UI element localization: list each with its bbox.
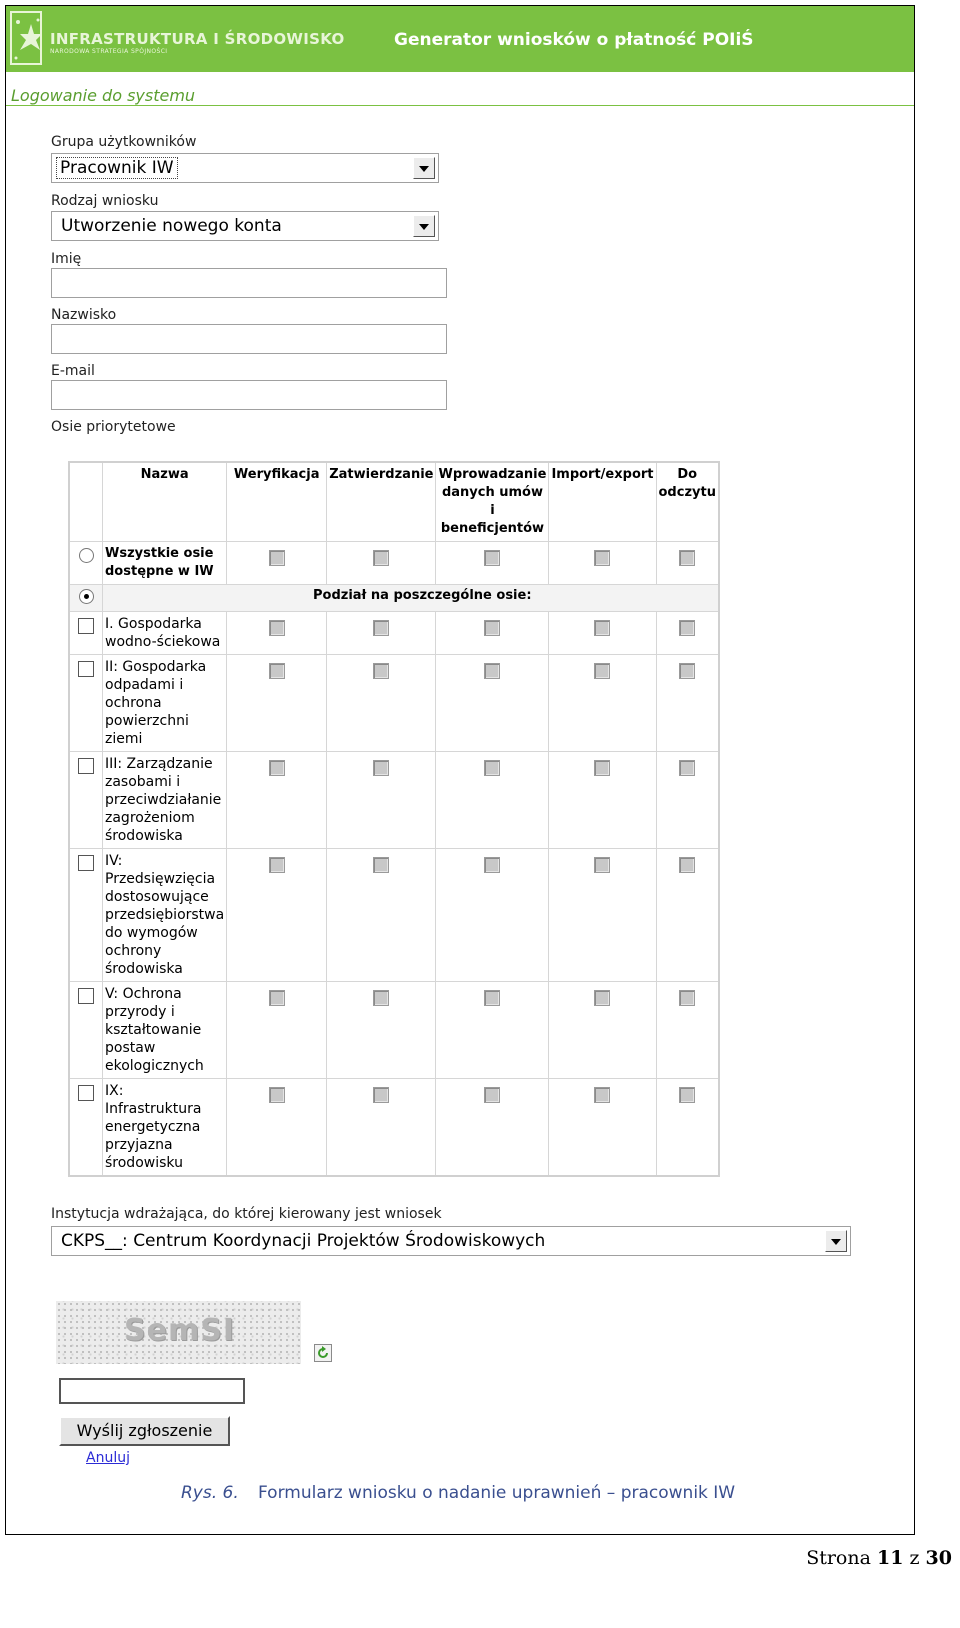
type-select-value: Utworzenie nowego konta: [61, 216, 282, 236]
group-label: Grupa użytkowników: [51, 134, 197, 150]
checkbox-disabled[interactable]: [484, 620, 500, 636]
checkbox-disabled[interactable]: [484, 857, 500, 873]
figure-caption: Formularz wniosku o nadanie uprawnień – pracownik IW: [258, 1483, 736, 1503]
app-title: Generator wniosków o płatność POIiŚ: [394, 30, 754, 50]
split-axes-radio[interactable]: [79, 589, 94, 604]
checkbox-disabled[interactable]: [373, 1087, 389, 1103]
axis-checkbox[interactable]: [78, 618, 94, 634]
axis-name: IX: Infrastruktura energetyczna przyjazna środowisku: [103, 1079, 227, 1177]
email-input[interactable]: [51, 380, 447, 410]
checkbox-disabled[interactable]: [594, 663, 610, 679]
checkbox-disabled[interactable]: [679, 550, 695, 566]
checkbox-disabled[interactable]: [373, 760, 389, 776]
col-header-approval: Zatwierdzanie: [327, 462, 436, 542]
chevron-down-icon[interactable]: [413, 157, 435, 179]
axis-checkbox[interactable]: [78, 988, 94, 1004]
type-select[interactable]: [51, 211, 439, 241]
axis-checkbox[interactable]: [78, 758, 94, 774]
table-row: [69, 1079, 719, 1177]
checkbox-disabled[interactable]: [373, 990, 389, 1006]
header-bar: [6, 6, 914, 72]
table-row-split: [69, 585, 719, 612]
table-row: [69, 752, 719, 849]
submit-button[interactable]: Wyślij zgłoszenie: [59, 1416, 230, 1446]
page-sep: z: [909, 1547, 920, 1569]
last-name-label: Nazwisko: [51, 307, 117, 323]
checkbox-disabled[interactable]: [679, 1087, 695, 1103]
checkbox-disabled[interactable]: [269, 620, 285, 636]
logo-title: INFRASTRUKTURA I ŚRODOWISKO: [50, 30, 345, 48]
checkbox-disabled[interactable]: [373, 857, 389, 873]
cancel-link[interactable]: Anuluj: [86, 1450, 130, 1466]
institution-label: Instytucja wdrażająca, do której kierowany jest wniosek: [51, 1206, 442, 1222]
table-row: [69, 612, 719, 655]
checkbox-disabled[interactable]: [373, 620, 389, 636]
page-prefix: Strona: [806, 1547, 871, 1569]
axis-checkbox[interactable]: [78, 1085, 94, 1101]
checkbox-disabled[interactable]: [484, 663, 500, 679]
axis-name: II: Gospodarka odpadami i ochrona powierzchni ziemi: [103, 655, 227, 752]
axes-table: [68, 461, 720, 1177]
checkbox-disabled[interactable]: [594, 1087, 610, 1103]
table-row: [69, 655, 719, 752]
col-header-import-export: Import/export: [549, 462, 656, 542]
captcha-image: [56, 1301, 301, 1364]
type-label: Rodzaj wniosku: [51, 193, 159, 209]
first-name-input[interactable]: [51, 268, 447, 298]
col-header-data-entry: Wprowadzanie danych umów i beneficjentów: [436, 462, 549, 542]
email-label: E-mail: [51, 363, 95, 379]
chevron-down-icon[interactable]: [825, 1230, 847, 1252]
table-header-row: [69, 462, 719, 542]
split-label: Podział na poszczególne osie:: [103, 585, 719, 612]
checkbox-disabled[interactable]: [484, 990, 500, 1006]
checkbox-disabled[interactable]: [679, 663, 695, 679]
figure-number: Rys. 6.: [181, 1483, 239, 1503]
checkbox-disabled[interactable]: [594, 990, 610, 1006]
last-name-input[interactable]: [51, 324, 447, 354]
axis-name: I. Gospodarka wodno-ściekowa: [103, 612, 227, 655]
checkbox-disabled[interactable]: [269, 663, 285, 679]
axis-checkbox[interactable]: [78, 661, 94, 677]
captcha-text: SemSI: [124, 1313, 235, 1348]
page-total: 30: [925, 1547, 952, 1569]
axis-checkbox[interactable]: [78, 855, 94, 871]
col-header-verification: Weryfikacja: [227, 462, 327, 542]
page-current: 11: [876, 1547, 904, 1569]
logo-star-icon: [10, 10, 48, 66]
checkbox-disabled[interactable]: [373, 550, 389, 566]
checkbox-disabled[interactable]: [679, 760, 695, 776]
section-divider: [6, 105, 914, 106]
axis-name: V: Ochrona przyrody i kształtowanie postaw ekologicznych: [103, 982, 227, 1079]
checkbox-disabled[interactable]: [484, 760, 500, 776]
chevron-down-icon[interactable]: [413, 215, 435, 237]
table-row: [69, 849, 719, 982]
axis-name: IV: Przedsięwzięcia dostosowujące przedsiębiorstwa do wymogów ochrony środowiska: [103, 849, 227, 982]
checkbox-disabled[interactable]: [594, 760, 610, 776]
checkbox-disabled[interactable]: [269, 550, 285, 566]
axis-name: III: Zarządzanie zasobami i przeciwdziałanie zagrożeniom środowiska: [103, 752, 227, 849]
checkbox-disabled[interactable]: [594, 620, 610, 636]
checkbox-disabled[interactable]: [484, 1087, 500, 1103]
refresh-icon: [316, 1346, 330, 1360]
select-col-header: [69, 462, 103, 542]
checkbox-disabled[interactable]: [679, 620, 695, 636]
checkbox-disabled[interactable]: [269, 1087, 285, 1103]
group-select[interactable]: [51, 153, 439, 183]
col-header-name: Nazwa: [103, 462, 227, 542]
checkbox-disabled[interactable]: [269, 760, 285, 776]
captcha-input[interactable]: [59, 1378, 245, 1404]
all-axes-label: Wszystkie osie dostępne w IW: [103, 542, 227, 585]
page-number: [806, 1547, 952, 1569]
refresh-captcha-button[interactable]: [314, 1344, 332, 1362]
col-header-read-only: Do odczytu: [656, 462, 719, 542]
logo-subtitle: NARODOWA STRATEGIA SPÓJNOŚCI: [50, 48, 168, 55]
checkbox-disabled[interactable]: [484, 550, 500, 566]
checkbox-disabled[interactable]: [679, 857, 695, 873]
checkbox-disabled[interactable]: [269, 990, 285, 1006]
checkbox-disabled[interactable]: [269, 857, 285, 873]
table-row-all-axes: [69, 542, 719, 585]
table-row: [69, 982, 719, 1079]
all-axes-radio[interactable]: [79, 548, 94, 563]
form-window: [5, 5, 915, 1535]
checkbox-disabled[interactable]: [594, 550, 610, 566]
institution-select[interactable]: [51, 1226, 851, 1256]
checkbox-disabled[interactable]: [373, 663, 389, 679]
group-select-value: Pracownik IW: [57, 158, 177, 178]
section-title: Logowanie do systemu: [11, 86, 196, 105]
first-name-label: Imię: [51, 251, 82, 267]
axes-label: Osie priorytetowe: [51, 419, 176, 435]
checkbox-disabled[interactable]: [594, 857, 610, 873]
checkbox-disabled[interactable]: [679, 990, 695, 1006]
institution-select-value: CKPS__: Centrum Koordynacji Projektów Środowiskowych: [61, 1231, 546, 1251]
